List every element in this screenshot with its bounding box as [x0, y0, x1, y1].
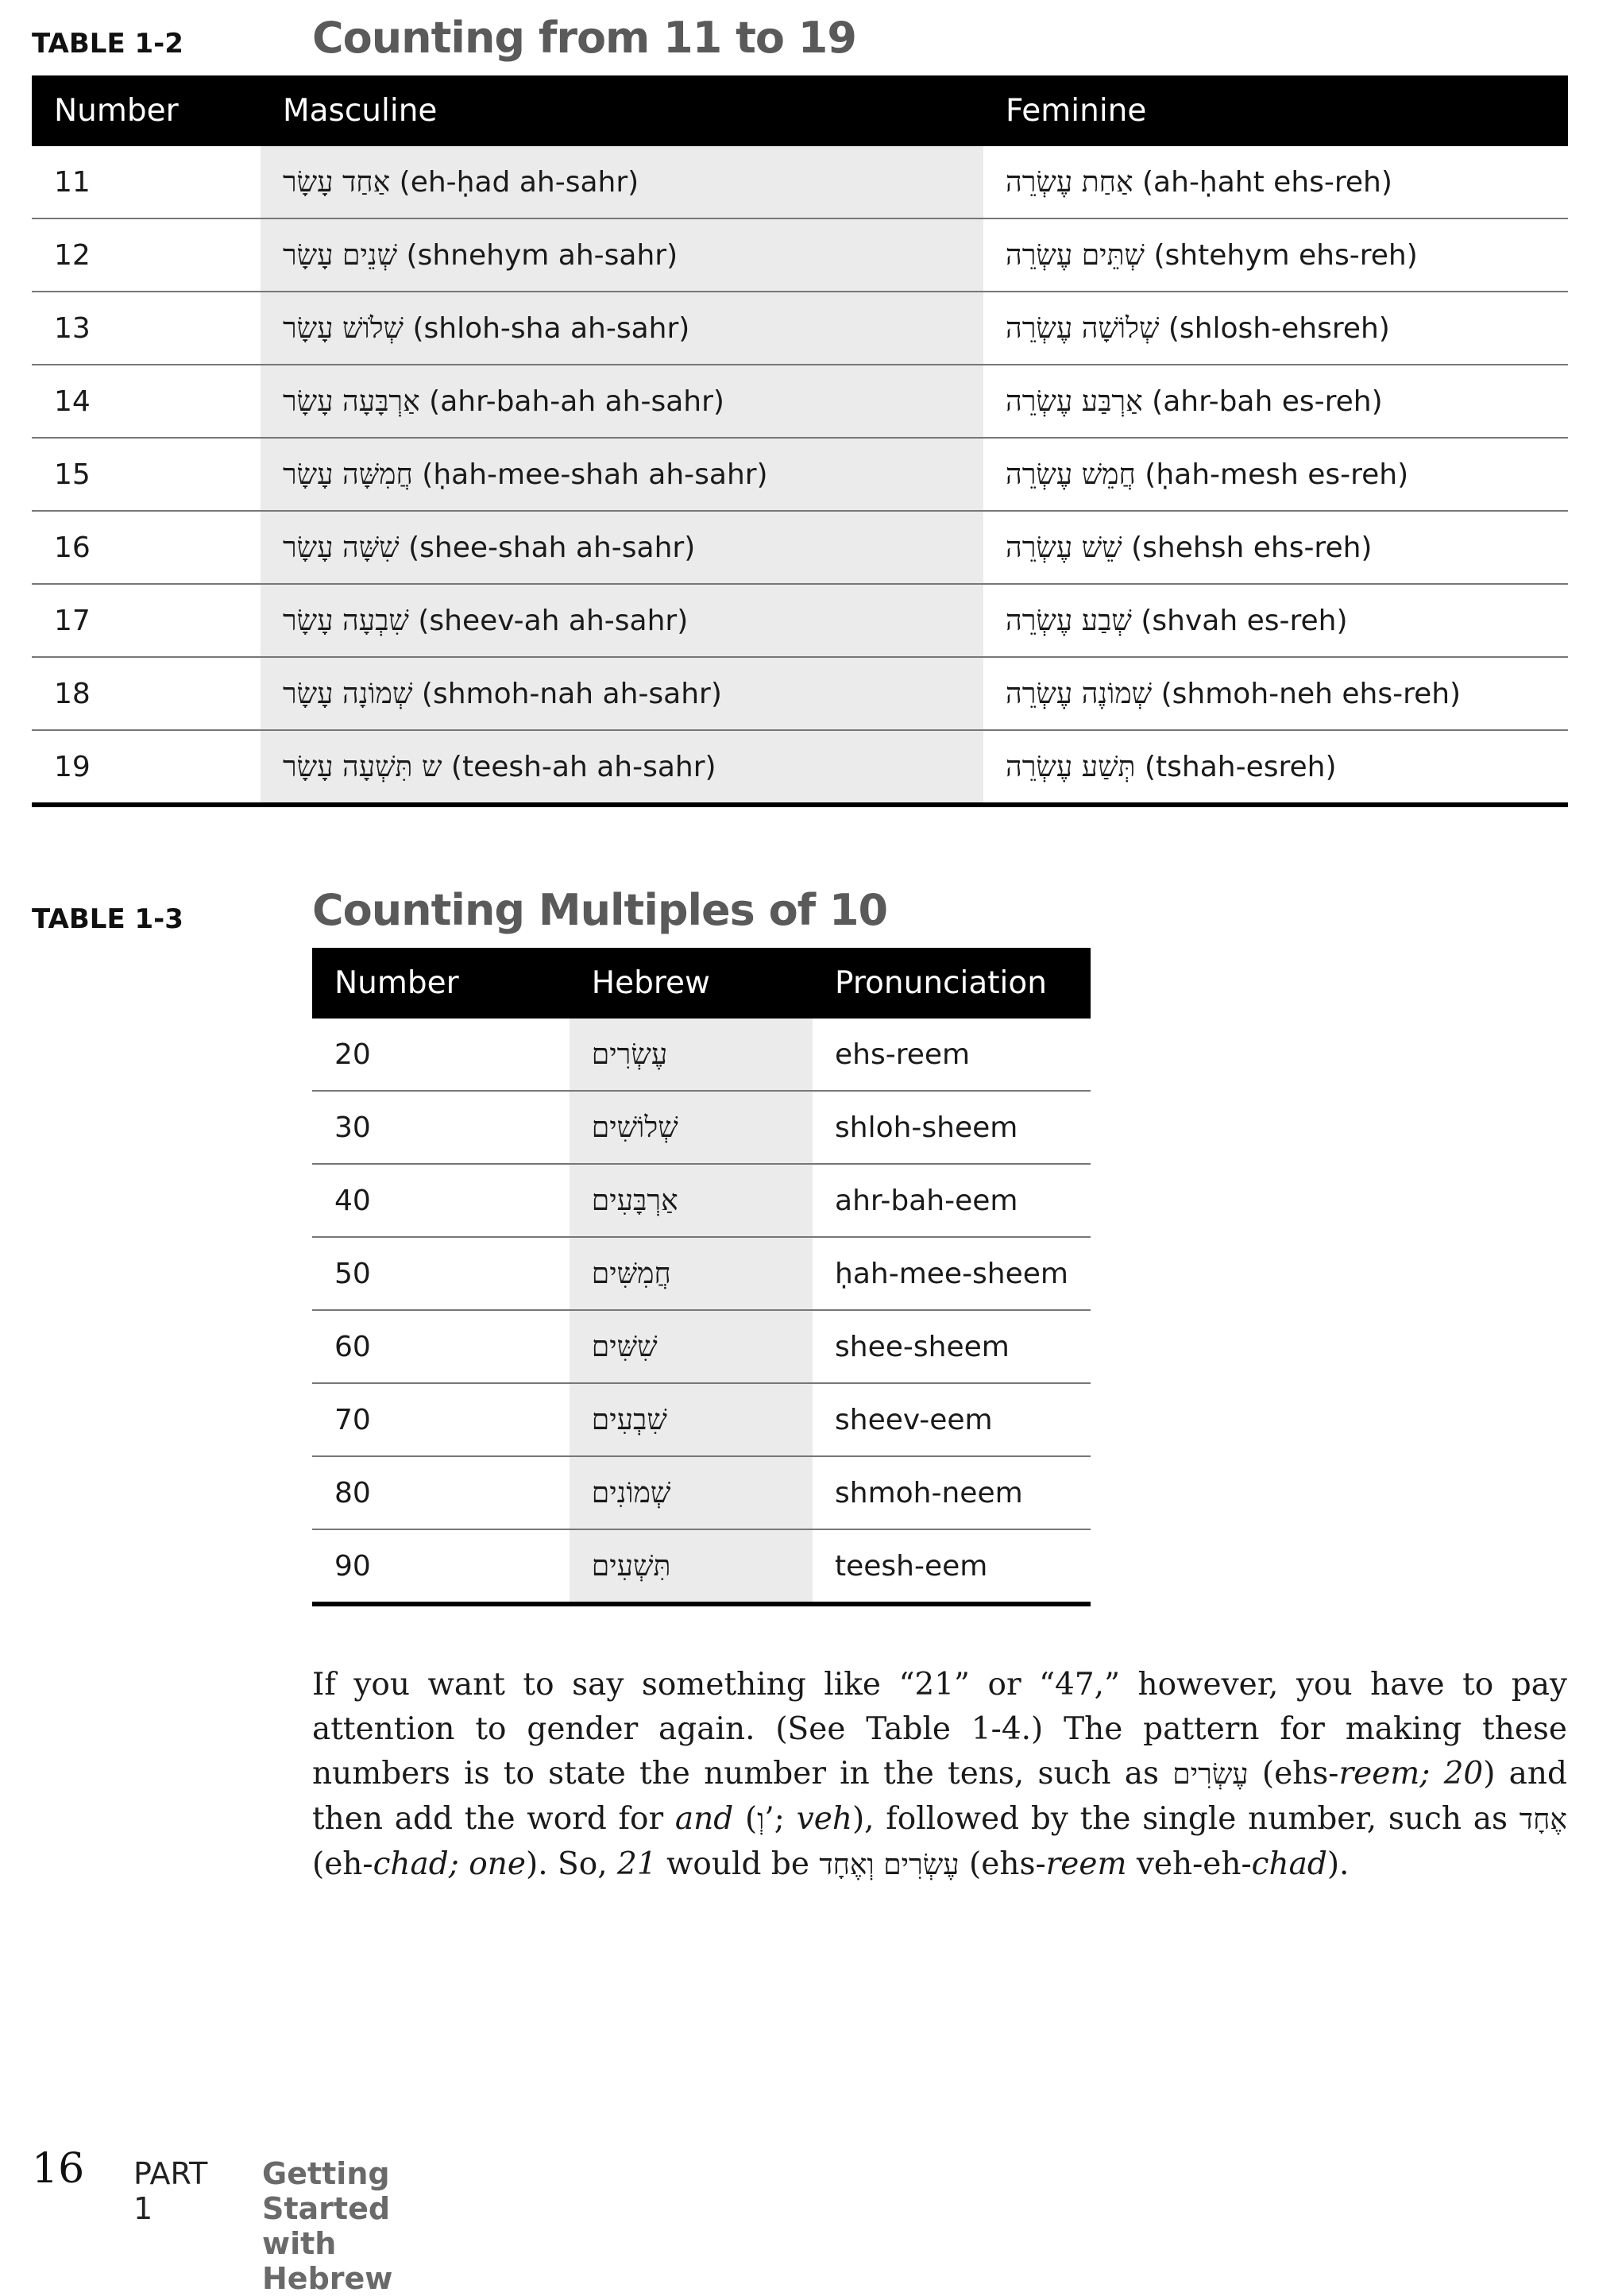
hebrew-word: אֶחָד [1519, 1803, 1567, 1836]
pronunciation: ehs-reem [835, 1038, 971, 1071]
number-value: 50 [334, 1257, 371, 1290]
pronunciation: (ah-ḥaht ehs-reh) [1142, 166, 1392, 199]
hebrew-word: אַרְבָּעִים [591, 1185, 678, 1217]
pronunciation-cell [813, 1456, 1091, 1529]
table-row [32, 292, 1568, 365]
hebrew-word: שְׁתֵּים עֶשְׂרֵה [1006, 239, 1145, 272]
hebrew-word: חֲמִשִּׁים [591, 1258, 671, 1290]
table-label: TABLE 1-3 [32, 903, 183, 935]
number-value: 19 [54, 750, 91, 783]
masculine-cell [261, 730, 983, 805]
table-multiples-of-10 [312, 948, 1091, 1606]
number-cell [312, 1019, 570, 1091]
table-title: Counting from 11 to 19 [312, 13, 856, 63]
hebrew-word: אַחַד עָשָׂר [283, 166, 391, 199]
italic-run: chad [1251, 1846, 1327, 1882]
feminine-cell [983, 365, 1568, 438]
pronunciation: (shtehym ehs-reh) [1153, 239, 1418, 272]
number-value: 11 [54, 165, 91, 199]
number-cell [312, 1383, 570, 1456]
column-header-masculine: Masculine [261, 75, 983, 146]
pronunciation: (shloh-sha ah-sahr) [412, 312, 690, 345]
body-paragraph [312, 1663, 1567, 1888]
hebrew-cell [570, 1456, 813, 1529]
hebrew-cell [570, 1529, 813, 1604]
hebrew-word: שֵׁשׁ עֶשְׂרֵה [1006, 531, 1122, 564]
pronunciation: (ahr-bah-ah ah-sahr) [429, 385, 724, 418]
feminine-cell [983, 438, 1568, 511]
hebrew-cell [570, 1164, 813, 1237]
pronunciation-cell [813, 1091, 1091, 1164]
hebrew-word: עֶשְׂרִים [1172, 1758, 1249, 1791]
masculine-cell [261, 218, 983, 292]
pronunciation: (shehsh ehs-reh) [1131, 531, 1373, 564]
italic-run: reem; 20 [1338, 1756, 1484, 1792]
hebrew-word: שְׁבַע עֶשְׂרֵה [1006, 605, 1132, 637]
hebrew-word: אַחַת עֶשְׂרֵה [1006, 166, 1133, 199]
text-run: ) and then add the word for [312, 1756, 1567, 1837]
hebrew-word: אַרְבָּעָה עָשָׂר [283, 385, 420, 418]
hebrew-cell [570, 1310, 813, 1383]
column-header-hebrew: Hebrew [570, 948, 813, 1019]
pronunciation: (shmoh-neh ehs-reh) [1160, 678, 1462, 710]
italic-run: veh [796, 1801, 852, 1837]
hebrew-word: וְ [757, 1803, 765, 1836]
number-cell [32, 438, 261, 511]
number-cell [32, 292, 261, 365]
feminine-cell [983, 584, 1568, 657]
table-row [312, 1310, 1091, 1383]
table-row [312, 1091, 1091, 1164]
pronunciation: shloh-sheem [835, 1111, 1018, 1144]
table-row [312, 1456, 1091, 1529]
pronunciation: (teesh-ah ah-sahr) [450, 751, 716, 783]
hebrew-word: עֶשְׂרִים וְאֶחָד [819, 1849, 960, 1881]
table-row [32, 584, 1568, 657]
hebrew-word: שְׁלֹושׁ עָשָׂר [283, 312, 404, 345]
hebrew-word: תְּשַׁע עֶשְׂרֵה [1006, 751, 1136, 783]
masculine-cell [261, 292, 983, 365]
pronunciation: (ḥah-mesh es-reh) [1145, 458, 1409, 491]
table-body [32, 146, 1568, 805]
text-run: If you want to say something like “21” or “47,” however, you have to pay attention to gender again. (See Table 1-4.) The pattern for making these numbers is to state the number in the tens, such as [312, 1667, 1567, 1792]
pronunciation: ḥah-mee-sheem [835, 1257, 1068, 1290]
number-cell [32, 365, 261, 438]
hebrew-word: חֲמֵשׁ עֶשְׂרֵה [1006, 458, 1136, 491]
pronunciation: sheev-eem [835, 1403, 993, 1436]
table-title: Counting Multiples of 10 [312, 885, 888, 935]
pronunciation: shee-sheem [835, 1330, 1010, 1363]
pronunciation: ahr-bah-eem [835, 1184, 1018, 1217]
text-run: ). So, [526, 1846, 618, 1882]
number-cell [32, 657, 261, 730]
feminine-cell [983, 730, 1568, 805]
feminine-cell [983, 218, 1568, 292]
masculine-cell [261, 438, 983, 511]
pronunciation: teesh-eem [835, 1549, 988, 1583]
table-row [32, 365, 1568, 438]
number-value: 13 [54, 311, 91, 345]
number-value: 17 [54, 604, 91, 637]
number-value: 14 [54, 385, 91, 418]
text-run: ), followed by the single number, such as [851, 1801, 1520, 1837]
italic-run: 21 [617, 1846, 657, 1882]
text-run: ’; [764, 1801, 797, 1837]
masculine-cell [261, 657, 983, 730]
part-label: PART 1 [133, 2156, 208, 2226]
table-label: TABLE 1-2 [32, 28, 183, 60]
pronunciation: (shvah es-reh) [1141, 605, 1348, 637]
feminine-cell [983, 657, 1568, 730]
number-value: 12 [54, 238, 91, 272]
hebrew-cell [570, 1383, 813, 1456]
pronunciation-cell [813, 1310, 1091, 1383]
number-value: 16 [54, 531, 91, 564]
hebrew-word: תִּשְׁעִים [591, 1550, 671, 1583]
hebrew-word: שִׁשִּׁים [591, 1331, 658, 1363]
table-row [312, 1164, 1091, 1237]
number-value: 15 [54, 458, 91, 491]
hebrew-cell [570, 1091, 813, 1164]
pronunciation: shmoh-neem [835, 1476, 1023, 1509]
text-run: (ehs- [1248, 1756, 1339, 1792]
number-cell [32, 218, 261, 292]
hebrew-cell [570, 1237, 813, 1310]
page-number: 16 [32, 2145, 85, 2193]
number-value: 90 [334, 1549, 371, 1583]
column-header-feminine: Feminine [983, 75, 1568, 146]
masculine-cell [261, 511, 983, 584]
table-row [32, 511, 1568, 584]
text-run: (ehs- [959, 1846, 1046, 1882]
masculine-cell [261, 146, 983, 218]
text-run: ). [1326, 1846, 1350, 1882]
pronunciation-cell [813, 1529, 1091, 1604]
pronunciation: (ahr-bah es-reh) [1152, 385, 1383, 418]
hebrew-word: שִׁשָּׁה עָשָׂר [283, 531, 400, 564]
table-header-row [312, 948, 1091, 1019]
italic-run: and [674, 1801, 734, 1837]
number-value: 30 [334, 1111, 371, 1144]
number-cell [312, 1310, 570, 1383]
hebrew-cell [570, 1019, 813, 1091]
number-cell [32, 584, 261, 657]
table-row [32, 730, 1568, 805]
number-cell [312, 1091, 570, 1164]
hebrew-word: שְׁמוֹנָה עָשָׂר [283, 678, 413, 710]
number-value: 40 [334, 1184, 371, 1217]
hebrew-word: שְׁלוֹשִׁים [591, 1111, 678, 1144]
table-row [312, 1383, 1091, 1456]
table-counting-11-19 [32, 75, 1568, 807]
pronunciation: (eh-ḥad ah-sahr) [399, 166, 639, 199]
feminine-cell [983, 146, 1568, 218]
hebrew-word: שִׁבְעָה עָשָׂר [283, 605, 409, 637]
hebrew-word: שְׁנֵים עָשָׂר [283, 239, 398, 272]
hebrew-word: שְׁמוֹנֶה עֶשְׂרֵה [1006, 678, 1153, 710]
number-cell [32, 730, 261, 805]
number-value: 70 [334, 1403, 371, 1436]
text-run: (eh- [312, 1846, 373, 1882]
pronunciation: (shmoh-nah ah-sahr) [421, 678, 722, 710]
number-cell [32, 511, 261, 584]
number-cell [312, 1456, 570, 1529]
feminine-cell [983, 511, 1568, 584]
table-row [312, 1529, 1091, 1604]
italic-run: chad; one [373, 1846, 526, 1882]
table-row [312, 1019, 1091, 1091]
text-run: would be [656, 1846, 820, 1882]
number-cell [312, 1529, 570, 1604]
hebrew-word: שִׁבְעִים [591, 1404, 667, 1436]
table-row [32, 657, 1568, 730]
italic-run: reem [1045, 1846, 1127, 1882]
part-title: Getting Started with Hebrew [262, 2156, 393, 2296]
column-header-number: Number [312, 948, 570, 1019]
masculine-cell [261, 584, 983, 657]
number-value: 18 [54, 677, 91, 710]
pronunciation-cell [813, 1237, 1091, 1310]
number-value: 60 [334, 1330, 371, 1363]
table-header-row [32, 75, 1568, 146]
pronunciation: (shnehym ah-sahr) [406, 239, 678, 272]
pronunciation-cell [813, 1383, 1091, 1456]
pronunciation: (ḥah-mee-shah ah-sahr) [422, 458, 768, 491]
number-value: 20 [334, 1038, 371, 1071]
table-row [312, 1237, 1091, 1310]
feminine-cell [983, 292, 1568, 365]
table-row [32, 438, 1568, 511]
hebrew-word: עֶשְׂרִים [591, 1038, 668, 1071]
text-run: veh-eh- [1126, 1846, 1252, 1882]
hebrew-word: אַרְבַּע עֶשְׂרֵה [1006, 385, 1143, 418]
text-run: ( [733, 1801, 758, 1837]
table-body [312, 1019, 1091, 1604]
table-row [32, 146, 1568, 218]
column-header-pronunciation: Pronunciation [813, 948, 1091, 1019]
hebrew-word: חֲמִשָּׁה עָשָׂר [283, 458, 413, 491]
table-row [32, 218, 1568, 292]
column-header-number: Number [32, 75, 261, 146]
number-cell [312, 1164, 570, 1237]
pronunciation: (tshah-esreh) [1144, 751, 1337, 783]
number-cell [32, 146, 261, 218]
pronunciation: (sheev-ah ah-sahr) [418, 605, 689, 637]
pronunciation-cell [813, 1164, 1091, 1237]
pronunciation: (shlosh-ehsreh) [1168, 312, 1390, 345]
hebrew-word: ש תִּשְׁעָה עָשָׂר [283, 751, 442, 783]
hebrew-word: שְׁלוֹשָׁה עֶשְׂרֵה [1006, 312, 1160, 345]
number-cell [312, 1237, 570, 1310]
pronunciation: (shee-shah ah-sahr) [408, 531, 696, 564]
pronunciation-cell [813, 1019, 1091, 1091]
number-value: 80 [334, 1476, 371, 1509]
hebrew-word: שְׁמוֹנִים [591, 1477, 671, 1509]
masculine-cell [261, 365, 983, 438]
